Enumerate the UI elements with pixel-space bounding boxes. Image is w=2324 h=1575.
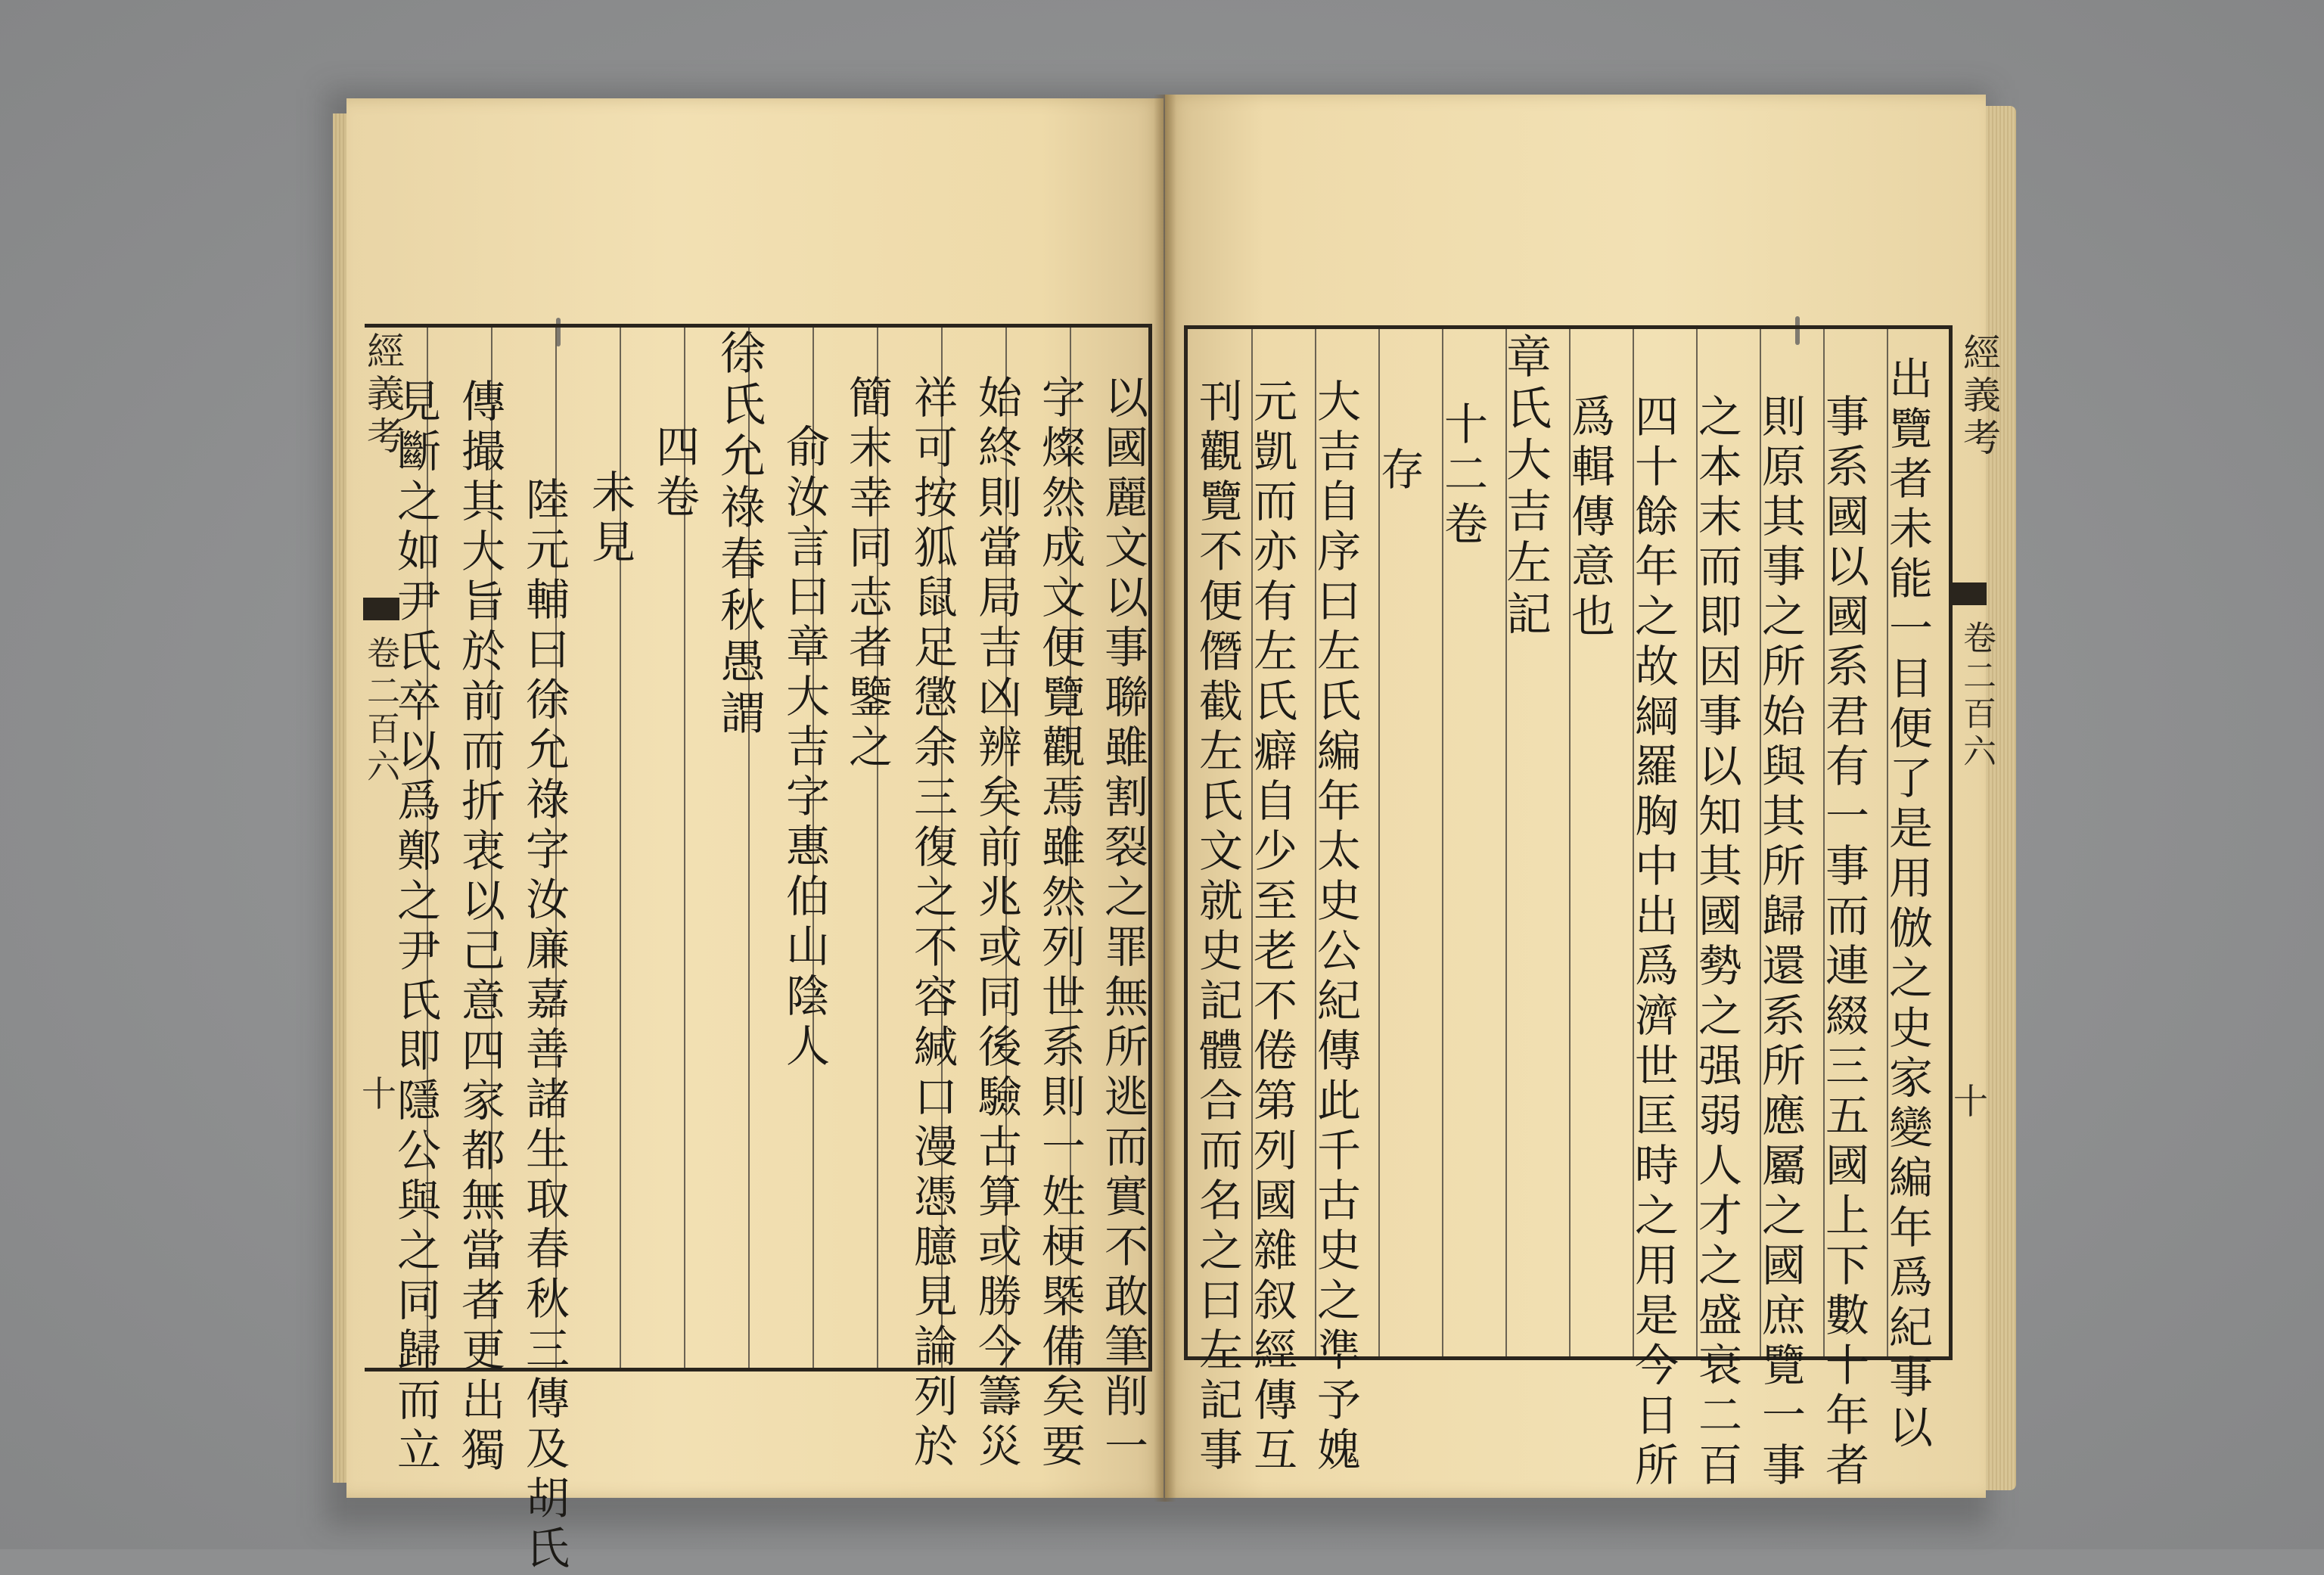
text-column: 出覽者未能一目便了是用倣之史家變編年爲紀事以 <box>1881 356 1933 1454</box>
text-column: 四卷 <box>648 424 700 523</box>
text-column: 俞汝言曰章大吉字惠伯山陰人 <box>778 424 830 1073</box>
text-column: 祥可按狐鼠足懲余三復之不容緘口漫憑臆見論列於 <box>906 374 958 1473</box>
entry-heading: 徐氏允祿春秋愚謂 <box>713 329 766 741</box>
text-column: 未見 <box>584 469 635 569</box>
text-column: 以國麗文以事聯雖割裂之罪無所逃而實不敢筆削一 <box>1097 374 1148 1473</box>
right-page-edge <box>1986 106 2016 1490</box>
text-column: 刊觀覽不便僭截左氏文就史記體合而名之曰左記事 <box>1192 378 1243 1477</box>
book-gutter <box>1154 95 1176 1502</box>
text-column: 之本末而即因事以知其國勢之强弱人才之盛衰二百 <box>1691 393 1742 1492</box>
text-column: 始終則當局吉凶辨矣前兆或同後驗古算或勝今籌災 <box>971 374 1022 1473</box>
right-margin-volume: 卷二百六 <box>1957 620 1996 772</box>
text-column: 四十餘年之故綱羅胸中出爲濟世匡時之用是今日所 <box>1627 393 1679 1492</box>
text-column: 存 <box>1373 446 1425 496</box>
text-column: 傳撮其大旨於前而折衷以己意四家都無當者更出獨 <box>454 378 505 1477</box>
left-leaf-number: 十 <box>362 1073 396 1114</box>
text-column: 事系國以國系君有一事而連綴三五國上下數十年者 <box>1818 393 1869 1492</box>
text-column: 見斷之如尹氏卒以爲鄭之尹氏即隱公與之同歸而立 <box>390 378 441 1477</box>
text-column: 陸元輔曰徐允祿字汝廉嘉善諸生取春秋三傳及胡氏 <box>518 477 570 1575</box>
right-leaf-number: 十 <box>1953 1081 1988 1122</box>
entry-heading: 章氏大吉左記 <box>1499 333 1552 641</box>
text-column: 爲輯傳意也 <box>1564 393 1615 643</box>
text-column: 字燦然成文便覽觀焉雖然列世系則一姓梗槩備矣要 <box>1034 374 1086 1473</box>
text-column: 大吉自序曰左氏編年太史公紀傳此千古史之準予媿 <box>1310 378 1361 1477</box>
fish-tail-mark <box>1950 582 1987 605</box>
text-column: 元凱而亦有左氏癖自少至老不倦第列國雜叙經傳互 <box>1246 378 1297 1477</box>
text-column: 簡末幸同志者鑒之 <box>841 374 893 774</box>
text-column: 則原其事之所始與其所歸還系所應屬之國庶覽一事 <box>1754 393 1806 1492</box>
left-margin-volume: 卷二百六 <box>361 635 399 787</box>
text-column: 十二卷 <box>1437 401 1488 551</box>
left-margin-title: 經義考 <box>361 331 405 458</box>
right-margin-title: 經義考 <box>1957 333 2001 460</box>
